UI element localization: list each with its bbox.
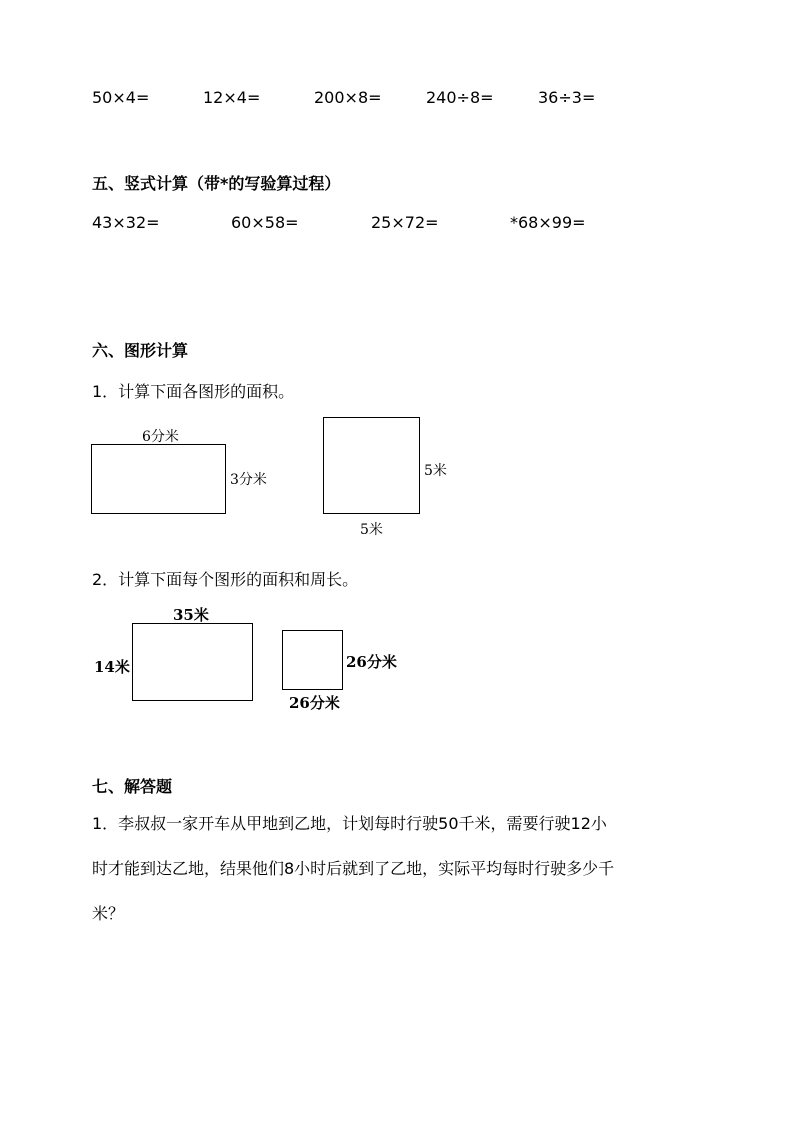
oral-calc-item: 50×4= — [92, 88, 150, 107]
question-7-1-line: 米？ — [92, 904, 125, 923]
rect-top-label: 6分米 — [142, 429, 179, 445]
question-6-1: 1．计算下面各图形的面积。 — [92, 382, 295, 401]
oral-calc-item: 240÷8= — [426, 88, 494, 107]
section6-title: 六、图形计算 — [92, 341, 189, 360]
rectangle-figure — [91, 444, 226, 514]
section7-title: 七、解答题 — [92, 777, 173, 796]
vertical-calc-item: 60×58= — [231, 213, 299, 232]
square-figure — [323, 417, 420, 514]
question-6-2: 2．计算下面每个图形的面积和周长。 — [92, 570, 359, 589]
square-side-label: 5米 — [424, 463, 447, 479]
rect2-top-label: 35米 — [173, 606, 209, 624]
oral-calc-item: 200×8= — [314, 88, 382, 107]
rect2-side-label: 14米 — [94, 658, 130, 676]
rect-side-label: 3分米 — [230, 472, 267, 488]
square2-side-label: 26分米 — [346, 653, 397, 671]
vertical-calc-item: 43×32= — [92, 213, 160, 232]
square-bottom-label: 5米 — [360, 522, 383, 538]
section5-title: 五、竖式计算（带*的写验算过程） — [92, 174, 341, 193]
oral-calc-item: 12×4= — [203, 88, 261, 107]
square2-bottom-label: 26分米 — [289, 694, 340, 712]
vertical-calc-item: *68×99= — [510, 213, 586, 232]
rectangle-figure-2 — [132, 623, 253, 701]
question-7-1-line: 时才能到达乙地，结果他们8小时后就到了乙地，实际平均每时行驶多少千 — [92, 859, 615, 878]
oral-calc-item: 36÷3= — [538, 88, 596, 107]
vertical-calc-item: 25×72= — [371, 213, 439, 232]
square-figure-2 — [282, 630, 343, 690]
question-7-1-line: 1．李叔叔一家开车从甲地到乙地，计划每时行驶50千米，需要行驶12小 — [92, 814, 607, 833]
